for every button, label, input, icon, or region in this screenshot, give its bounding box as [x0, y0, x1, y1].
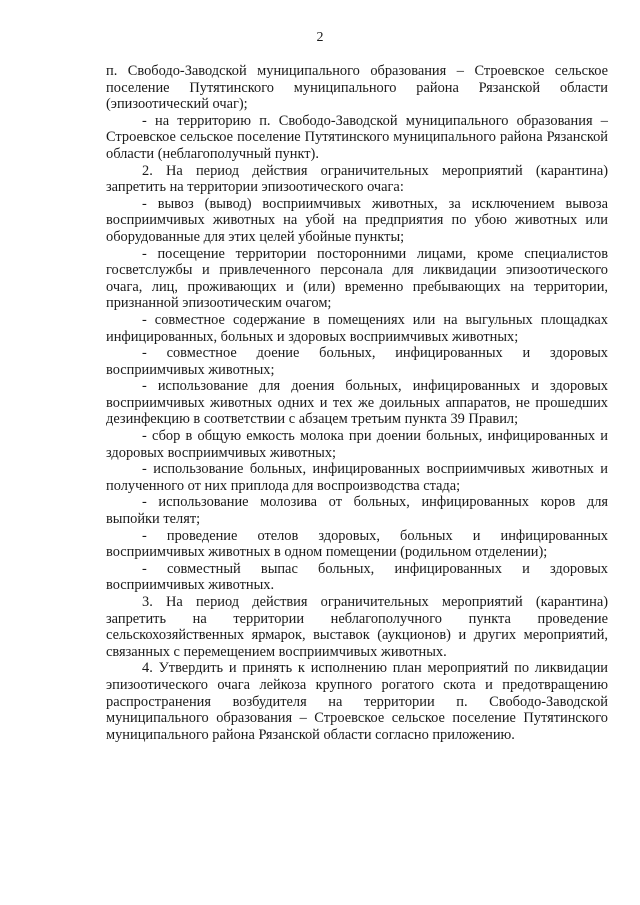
- paragraph-ban-visits: - посещение территории посторонними лицами, кроме специалистов госветслужбы и привлеченного персонала для ликвидации эпизоотического очага, лиц, проживающих и (или) временно пребывающих на территории, признанной эпизоотическим очагом;: [106, 245, 608, 312]
- paragraph-ban-joint-keeping: - совместное содержание в помещениях или на выгульных площадках инфицированных, больных и здоровых восприимчивых животных;: [106, 311, 608, 345]
- paragraph-ban-shared-equipment: - использование для доения больных, инфицированных и здоровых восприимчивых животных одних и тех же доильных аппаратов, не прошедших дезинфекцию в соответствии с абзацем третьим пункта 39 Правил;: [106, 378, 608, 428]
- paragraph-item-3: 3. На период действия ограничительных мероприятий (карантина) запретить на территории неблагополучного пункта проведение сельскохозяйственных ярмарок, выставок (аукционов) и других мероприятий, связанных с перемещением восприимчивых животных.: [106, 594, 608, 660]
- paragraph-ban-export: - вывоз (вывод) восприимчивых животных, за исключением вывоза восприимчивых животных на убой на предприятия по убою животных или оборудованные для этих целей убойные пункты;: [106, 195, 608, 245]
- paragraph-location-continued: п. Свободо-Заводской муниципального образования – Строевское сельское поселение Путятинского муниципального района Рязанской области (эпизоотический очаг);: [106, 63, 608, 113]
- page-number: 2: [316, 30, 324, 45]
- document-body: [106, 63, 608, 743]
- paragraph-affected-area: - на территорию п. Свободо-Заводской муниципального образования – Строевское сельское поселение Путятинского муниципального района Рязанской области (неблагополучный пункт).: [106, 112, 608, 162]
- paragraph-ban-joint-milking: - совместное доение больных, инфицированных и здоровых восприимчивых животных;: [106, 345, 608, 378]
- paragraph-ban-grazing: - совместный выпас больных, инфицированных и здоровых восприимчивых животных.: [106, 560, 608, 594]
- paragraph-ban-breeding: - использование больных, инфицированных восприимчивых животных и полученного от них приплода для воспроизводства стада;: [106, 461, 608, 494]
- paragraph-item-4: 4. Утвердить и принять к исполнению план мероприятий по ликвидации эпизоотического очага лейкоза крупного рогатого скота и предотвращению распространения возбудителя на территории п. Свободо-Заводской муниципального образования – Строевское сельское поселение Путятинского муниципального района Рязанской области согласно приложению.: [106, 660, 608, 743]
- paragraph-item-2: 2. На период действия ограничительных мероприятий (карантина) запретить на территории эпизоотического очага:: [106, 162, 608, 196]
- paragraph-ban-calving: - проведение отелов здоровых, больных и инфицированных восприимчивых животных в одном помещении (родильном отделении);: [106, 527, 608, 561]
- paragraph-ban-milk-collection: - сбор в общую емкость молока при доении больных, инфицированных и здоровых восприимчивых животных;: [106, 428, 608, 461]
- paragraph-ban-colostrum: - использование молозива от больных, инфицированных коров для выпойки телят;: [106, 494, 608, 528]
